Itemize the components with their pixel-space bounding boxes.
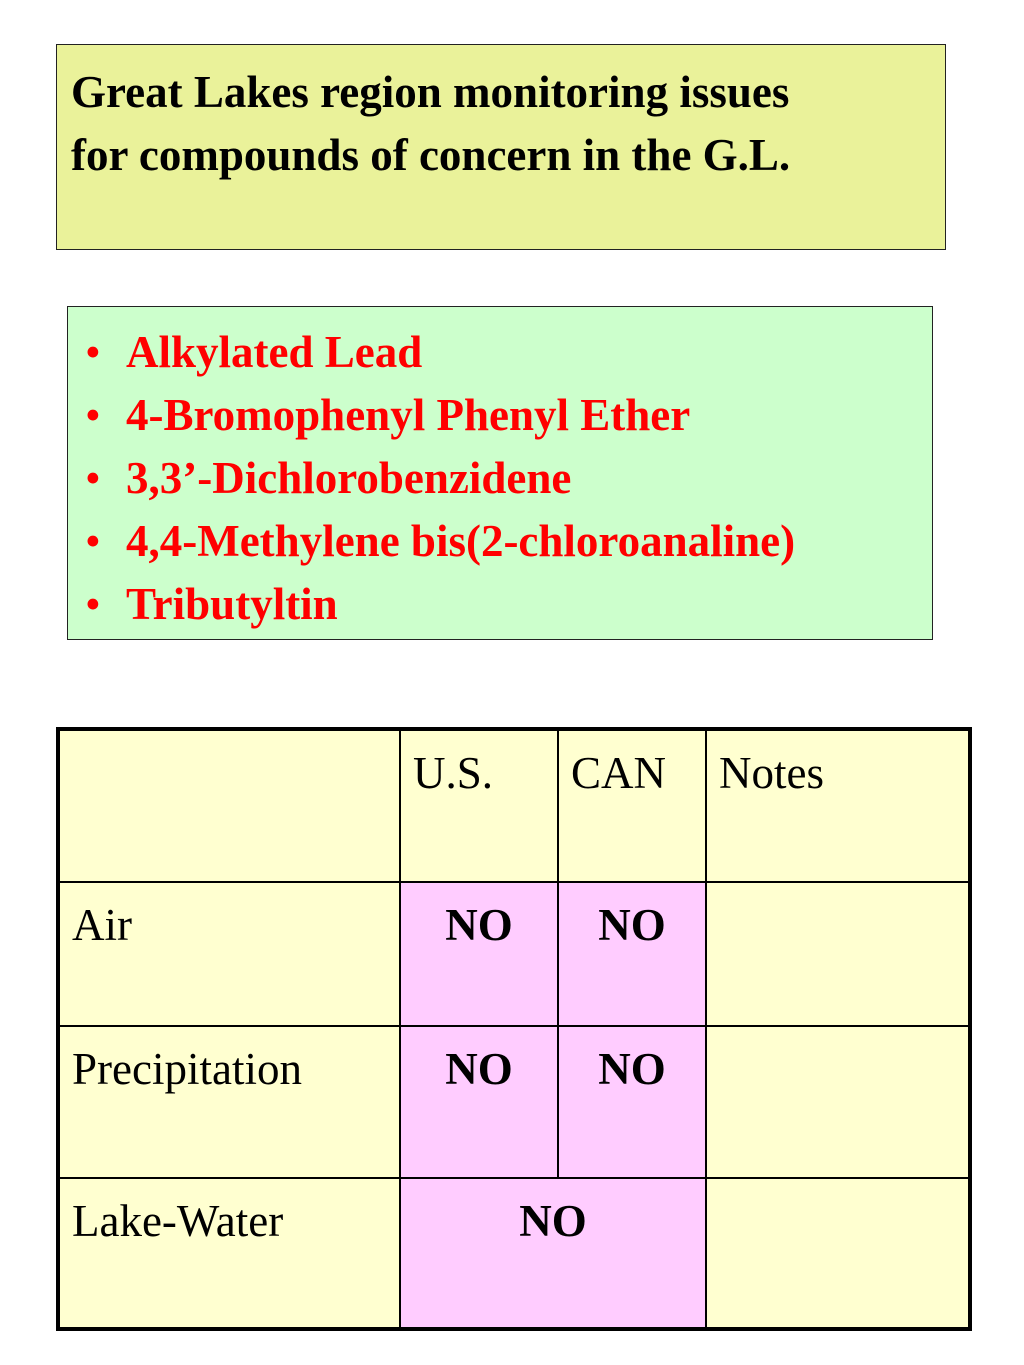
compound-name: Alkylated Lead bbox=[126, 327, 423, 377]
header-cell-can: CAN bbox=[558, 729, 706, 882]
table-row bbox=[58, 882, 970, 1026]
list-item bbox=[85, 573, 932, 636]
notes-cell bbox=[706, 882, 970, 1026]
compound-name: Tributyltin bbox=[126, 579, 338, 629]
bullet-icon: • bbox=[85, 579, 101, 629]
notes-cell bbox=[706, 1026, 970, 1178]
row-label-air: Air bbox=[58, 882, 400, 1026]
table-row bbox=[58, 1178, 970, 1329]
bullet-icon: • bbox=[85, 327, 101, 377]
compound-list bbox=[67, 306, 933, 640]
status-cell-can: NO bbox=[558, 882, 706, 1026]
status-cell-combined: NO bbox=[400, 1178, 706, 1329]
list-item bbox=[85, 321, 932, 384]
list-item bbox=[85, 510, 932, 573]
bullet-icon: • bbox=[85, 390, 101, 440]
status-cell-us: NO bbox=[400, 1026, 558, 1178]
list-item bbox=[85, 384, 932, 447]
compound-name: 4,4-Methylene bis(2-chloroanaline) bbox=[126, 516, 796, 566]
header-cell-notes: Notes bbox=[706, 729, 970, 882]
table-header-row bbox=[58, 729, 970, 882]
title-line-1: Great Lakes region monitoring issues bbox=[71, 67, 790, 117]
monitoring-table bbox=[56, 727, 972, 1331]
bullet-icon: • bbox=[85, 453, 101, 503]
row-label-lake-water: Lake-Water bbox=[58, 1178, 400, 1329]
table-row bbox=[58, 1026, 970, 1178]
list-item bbox=[85, 447, 932, 510]
bullet-icon: • bbox=[85, 516, 101, 566]
notes-cell bbox=[706, 1178, 970, 1329]
row-label-precipitation: Precipitation bbox=[58, 1026, 400, 1178]
compound-name: 4-Bromophenyl Phenyl Ether bbox=[126, 390, 691, 440]
header-cell-empty bbox=[58, 729, 400, 882]
status-cell-can: NO bbox=[558, 1026, 706, 1178]
title-line-2: for compounds of concern in the G.L. bbox=[71, 130, 791, 180]
title-box bbox=[56, 44, 946, 250]
header-cell-us: U.S. bbox=[400, 729, 558, 882]
status-cell-us: NO bbox=[400, 882, 558, 1026]
compound-name: 3,3’-Dichlorobenzidene bbox=[126, 453, 572, 503]
